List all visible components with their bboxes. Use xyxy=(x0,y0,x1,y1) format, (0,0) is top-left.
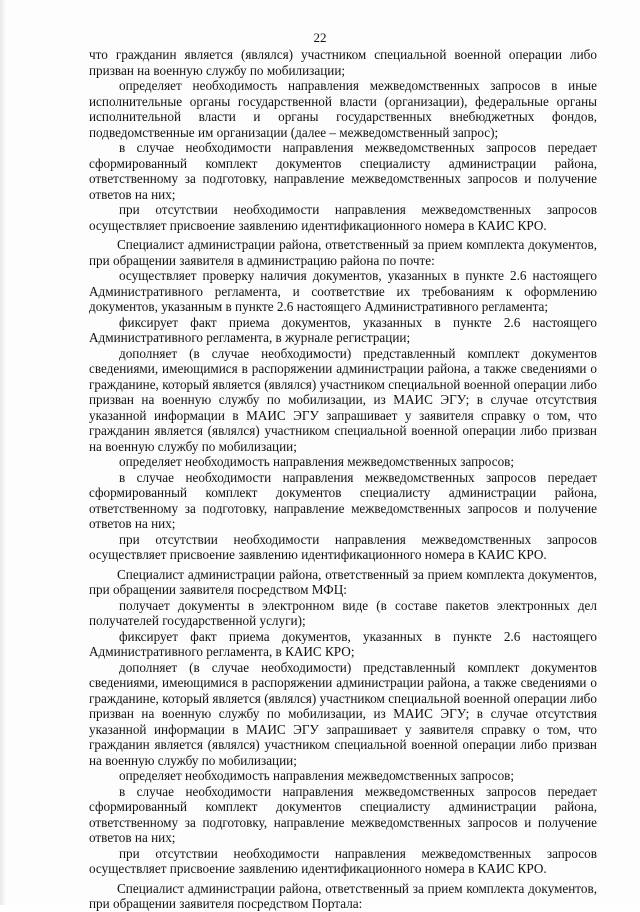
paragraph: дополняет (в случае необходимости) представленный комплект документов сведениями, имеющимися в распоряжении администрации района, а также сведениями о гражданине, который является (являлся) участником специальной военной операции либо призван на военную службу по мобилизации, из МАИС ЭГУ; в случае отсутствия указанной информации в МАИС ЭГУ запрашивает у заявителя справку о том, что гражданин является (являлся) участником специальной военной операции либо призван на военную службу по мобилизации; xyxy=(89,659,597,768)
paragraph-specialist-portal: Специалист администрации района, ответственный за прием комплекта документов, при обращении заявителя посредством Портала: xyxy=(89,880,597,911)
paragraph: в случае необходимости направления межведомственных запросов передает сформированный комплект документов специалисту администрации района, ответственному за подготовку, направление межведомственных запросов и получение ответов на них; xyxy=(89,140,597,202)
scan-edge xyxy=(0,0,6,905)
paragraph: при отсутствии необходимости направления межведомственных запросов осуществляет присвоение заявлению идентификационного номера в КАИС КРО. xyxy=(89,845,597,876)
paragraph: в случае необходимости направления межведомственных запросов передает сформированный комплект документов специалисту администрации района, ответственному за подготовку, направление межведомственных запросов и получение ответов на них; xyxy=(89,783,597,845)
document-body xyxy=(89,47,597,912)
paragraph: при отсутствии необходимости направления межведомственных запросов осуществляет присвоение заявлению идентификационного номера в КАИС КРО. xyxy=(89,531,597,562)
paragraph-continuation: что гражданин является (являлся) участником специальной военной операции либо призван на военную службу по мобилизации; xyxy=(89,47,597,78)
paragraph: фиксирует факт приема документов, указанных в пункте 2.6 настоящего Административного регламента, в журнале регистрации; xyxy=(89,314,597,345)
paragraph: определяет необходимость направления межведомственных запросов в иные исполнительные органы государственной власти (организации), федеральные органы исполнительной власти и органы государственных внебюджетных фондов, подведомственные им организации (далее – межведомственный запрос); xyxy=(89,78,597,140)
paragraph: определяет необходимость направления межведомственных запросов; xyxy=(119,768,515,783)
paragraph-specialist-mail: Специалист администрации района, ответственный за прием комплекта документов, при обращении заявителя в администрацию района по почте: xyxy=(89,237,597,268)
paragraph: в случае необходимости направления межведомственных запросов передает сформированный комплект документов специалисту администрации района, ответственному за подготовку, направление межведомственных запросов и получение ответов на них; xyxy=(89,469,597,531)
paragraph: определяет необходимость направления межведомственных запросов; xyxy=(119,454,515,469)
paragraph: осуществляет проверку наличия документов, указанных в пункте 2.6 настоящего Административного регламента, и соответствие их требованиям к оформлению документов, указанным в пункте 2.6 настоящего Административного регламента; xyxy=(89,268,597,314)
paragraph-specialist-mfc: Специалист администрации района, ответственный за прием комплекта документов, при обращении заявителя посредством МФЦ: xyxy=(89,566,597,597)
paragraph: получает документы в электронном виде (в составе пакетов электронных дел получателей государственной услуги); xyxy=(89,597,597,628)
paragraph: дополняет (в случае необходимости) представленный комплект документов сведениями, имеющимися в распоряжении администрации района, а также сведениями о гражданине, который является (являлся) участником специальной военной операции либо призван на военную службу по мобилизации, из МАИС ЭГУ; в случае отсутствия указанной информации в МАИС ЭГУ запрашивает у заявителя справку о том, что гражданин является (являлся) участником специальной военной операции либо призван на военную службу по мобилизации; xyxy=(89,345,597,454)
page-number: 22 xyxy=(313,30,327,45)
paragraph: при отсутствии необходимости направления межведомственных запросов осуществляет присвоение заявлению идентификационного номера в КАИС КРО. xyxy=(89,202,597,233)
paragraph: фиксирует факт приема документов, указанных в пункте 2.6 настоящего Административного регламента, в КАИС КРО; xyxy=(89,628,597,659)
